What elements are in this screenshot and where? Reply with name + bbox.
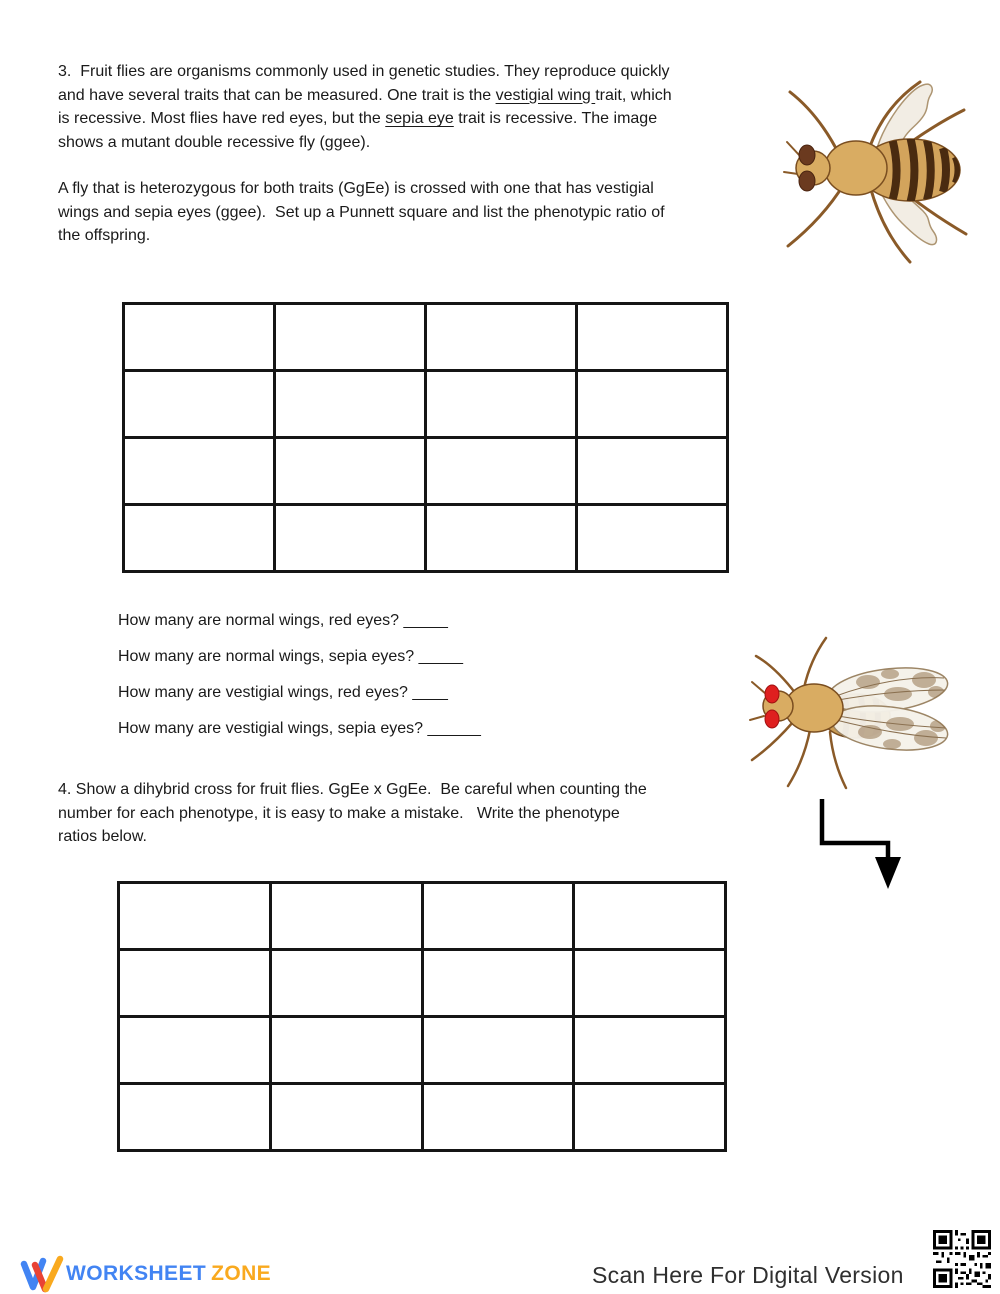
punnett-cell	[270, 883, 422, 950]
text-run: trait is recessive. The image	[453, 110, 658, 127]
red-eye	[765, 710, 779, 728]
text-line	[58, 224, 665, 248]
text-run: trait, which	[595, 86, 672, 104]
question-3-cross-text	[58, 177, 665, 248]
punnett-cell	[270, 1017, 422, 1084]
question-3-text	[58, 60, 672, 154]
punnett-cell	[275, 438, 426, 505]
punnett-cell	[270, 950, 422, 1017]
text-line	[58, 201, 665, 225]
punnett-cell	[574, 1084, 726, 1151]
sepia-eye	[799, 171, 815, 191]
mutant-fly-illustration	[780, 64, 972, 276]
punnett-square-2	[117, 881, 727, 1152]
elbow-down-arrow-icon	[810, 795, 905, 891]
punnett-cell	[119, 950, 271, 1017]
punnett-cell	[124, 371, 275, 438]
punnett-cell	[426, 438, 577, 505]
blank-question-1: How many are normal wings, red eyes? _____	[118, 612, 448, 629]
punnett-cell	[574, 950, 726, 1017]
punnett-cell	[426, 505, 577, 572]
punnett-cell	[422, 950, 574, 1017]
punnett-cell	[426, 304, 577, 371]
logo-word-zone: ZONE	[211, 1262, 272, 1285]
wildtype-fly-illustration	[748, 632, 953, 794]
punnett-cell	[119, 1084, 271, 1151]
scan-here-label: Scan Here For Digital Version	[592, 1262, 904, 1288]
blank-question-2: How many are normal wings, sepia eyes? _____	[118, 648, 464, 665]
red-eye	[765, 685, 779, 703]
punnett-square-1	[122, 302, 729, 573]
text-line	[58, 802, 647, 826]
text-line	[58, 177, 665, 201]
punnett-cell	[119, 1017, 271, 1084]
vestigial-wing-underlined-term: vestigial wing	[495, 86, 596, 104]
text-run: is recessive. Most flies have red eyes, but the	[58, 110, 386, 127]
text-run: A fly that is heterozygous for both traits (GgEe) is crossed with one that has vestigial	[58, 180, 654, 197]
text-run: the offspring.	[58, 227, 151, 244]
text-run: and have several traits that can be measured. One trait is the	[58, 86, 496, 104]
worksheetzone-logo	[66, 1262, 271, 1286]
punnett-cell	[577, 438, 728, 505]
punnett-cell	[426, 371, 577, 438]
text-run: wings and sepia eyes (ggee). Set up a Punnett square and list the phenotypic ratio of	[58, 203, 665, 221]
text-run: ratios below.	[58, 828, 147, 845]
text-run: number for each phenotype, it is easy to make a mistake. Write the phenotype	[58, 804, 620, 822]
text-line	[58, 131, 672, 155]
blank-question-4: How many are vestigial wings, sepia eyes? ______	[118, 720, 481, 737]
punnett-cell	[275, 304, 426, 371]
text-line	[58, 60, 672, 84]
text-line	[58, 107, 672, 131]
text-run: 4. Show a dihybrid cross for fruit flies. GgEe x GgEe. Be careful when counting the	[58, 781, 647, 798]
text-run: shows a mutant double recessive fly (ggee).	[58, 133, 371, 151]
question-4-text	[58, 778, 647, 849]
blank-question-3: How many are vestigial wings, red eyes? ____	[118, 684, 448, 701]
logo-w-icon	[20, 1254, 64, 1294]
punnett-cell	[275, 505, 426, 572]
punnett-cell	[275, 371, 426, 438]
sepia-eye	[799, 145, 815, 165]
text-line	[58, 778, 647, 802]
punnett-cell	[422, 1084, 574, 1151]
punnett-cell	[574, 1017, 726, 1084]
text-run: 3. Fruit flies are organisms commonly used in genetic studies. They reproduce quickly	[58, 63, 670, 80]
sepia-eye-underlined-term: sepia eye	[385, 110, 454, 127]
text-line	[58, 825, 647, 849]
punnett-cell	[270, 1084, 422, 1151]
logo-word-worksheet: WORKSHEET	[66, 1262, 207, 1285]
punnett-cell	[119, 883, 271, 950]
text-line	[58, 84, 672, 108]
qr-code	[932, 1230, 992, 1288]
punnett-cell	[422, 883, 574, 950]
punnett-cell	[574, 883, 726, 950]
punnett-cell	[577, 371, 728, 438]
punnett-cell	[124, 505, 275, 572]
punnett-cell	[124, 304, 275, 371]
punnett-cell	[577, 304, 728, 371]
punnett-cell	[422, 1017, 574, 1084]
punnett-cell	[577, 505, 728, 572]
punnett-cell	[124, 438, 275, 505]
